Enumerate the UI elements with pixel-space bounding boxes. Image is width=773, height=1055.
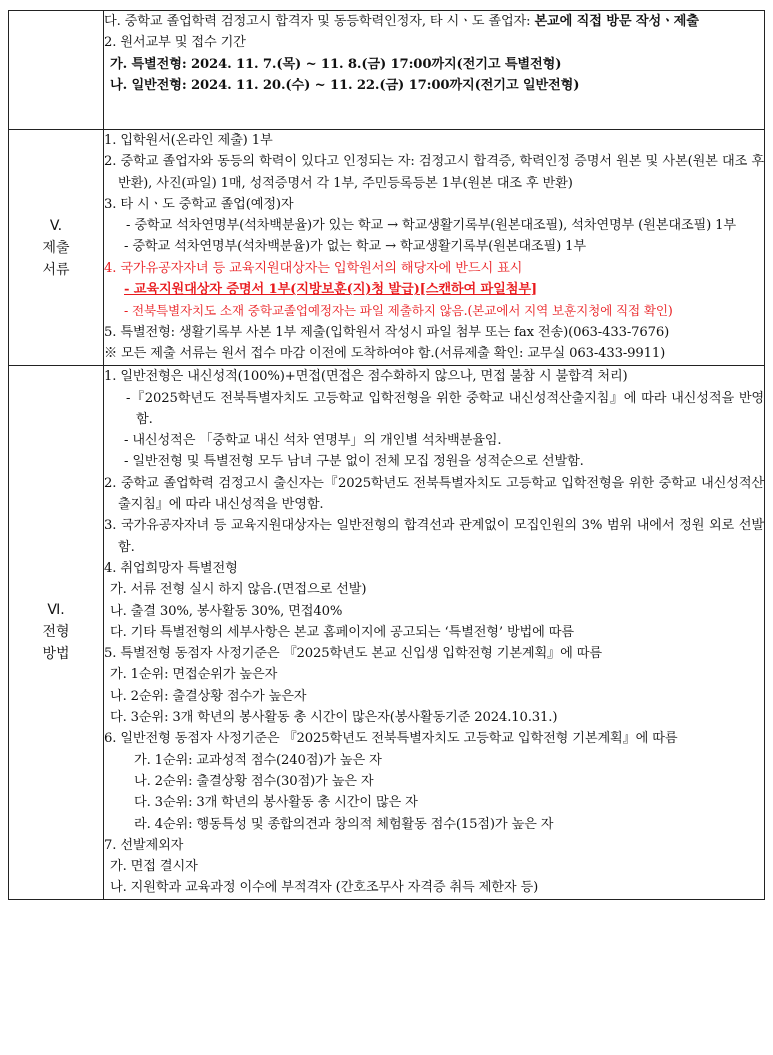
line-visit-submit: 다. 중학교 졸업학력 검정고시 합격자 및 동등학력인정자, 타 시ㆍ도 졸업자: 본교에 직접 방문 작성ㆍ제출 [104, 14, 699, 29]
method-item-7: 7. 선발제외자 [104, 837, 184, 853]
method-item-6-a: 가. 1순위: 교과성적 점수(240점)가 높은 자 [134, 752, 382, 768]
method-item-5: 5. 특별전형 동점자 사정기준은 『2025학년도 본교 신입생 입학전형 기본계획』에 따름 [104, 646, 602, 662]
line-special-period: 가. 특별전형: 2024. 11. 7.(목) ~ 11. 8.(금) 17:00까지(전기고 특별전형) [110, 56, 562, 72]
method-item-6-c: 다. 3순위: 3개 학년의 봉사활동 총 시간이 많은 자 [134, 795, 418, 811]
section-number: Ⅵ. [47, 602, 65, 619]
line-period-title: 2. 원서교부 및 접수 기간 [104, 35, 246, 51]
method-item-5-c: 다. 3순위: 3개 학년의 봉사활동 총 시간이 많은자(봉사활동기준 2024.10.31.) [110, 710, 558, 726]
method-item-4-a: 가. 서류 전형 실시 하지 않음.(면접으로 선발) [110, 582, 367, 598]
method-item-5-b: 나. 2순위: 출결상황 점수가 높은자 [110, 688, 307, 704]
section-body-method [104, 366, 765, 899]
method-item-1: 1. 일반전형은 내신성적(100%)+면접(면접은 점수화하지 않으나, 면접 불참 시 불합격 처리) [104, 369, 628, 385]
doc-item-2: 2. 중학교 졸업자와 동등의 학력이 있다고 인정되는 자: 검정고시 합격증, 학력인정 증명서 원본 및 사본(원본 대조 후 반환), 사진(파일) 1매, 성적증명서 각 1부, 주민등록등본 1부(원본 대조 후 반환) [104, 154, 764, 191]
doc-item-3-sub-1: - 중학교 석차연명부(석차백분율)가 있는 학교 → 학교생활기록부(원본대조필), 석차연명부 (원본대조필) 1부 [126, 218, 736, 234]
doc-item-1: 1. 입학원서(온라인 제출) 1부 [104, 133, 273, 148]
section-header-method [9, 366, 104, 899]
method-item-1-sub-2: - 내신성적은 「중학교 내신 석차 연명부」의 개인별 석차백분율임. [124, 433, 502, 449]
doc-item-4-sub-1: - 교육지원대상자 증명서 1부(지방보훈(지)청 발급)[스캔하여 파일첨부] [124, 282, 537, 298]
section-title-line1: 전형 [42, 624, 70, 641]
doc-item-4: 4. 국가유공자자녀 등 교육지원대상자는 입학원서의 해당자에 반드시 표시 [104, 260, 523, 276]
doc-item-5: 5. 특별전형: 생활기록부 사본 1부 제출(입학원서 작성시 파일 첨부 또는 fax 전송)(063-433-7676) [104, 324, 670, 340]
method-item-4-b: 나. 출결 30%, 봉사활동 30%, 면접40% [110, 603, 343, 619]
row-application-continued [9, 11, 765, 130]
method-item-2: 2. 중학교 졸업학력 검정고시 출신자는『2025학년도 전북특별자치도 고등학교 입학전형을 위한 중학교 내신성적산출지침』에 따라 내신성적을 반영함. [104, 475, 764, 513]
method-item-1-sub-3: - 일반전형 및 특별전형 모두 남녀 구분 없이 전체 모집 정원을 성적순으로 선발함. [124, 454, 584, 470]
row-submission-documents [9, 130, 765, 366]
doc-item-4-sub-2: - 전북특별자치도 소재 중학교졸업예정자는 파일 제출하지 않음.(본교에서 지역 보훈지청에 직접 확인) [124, 303, 673, 319]
doc-note: ※ 모든 제출 서류는 원서 접수 마감 이전에 도착하여야 함.(서류제출 확인: 교무실 063-433-9911) [104, 345, 666, 361]
method-item-6: 6. 일반전형 동점자 사정기준은 『2025학년도 전북특별자치도 고등학교 입학전형 기본계획』에 따름 [104, 731, 678, 747]
doc-item-3: 3. 타 시ㆍ도 중학교 졸업(예정)자 [104, 196, 294, 212]
section-header-empty [9, 11, 104, 130]
doc-item-3-sub-2: - 중학교 석차연명부(석차백분율)가 없는 학교 → 학교생활기록부(원본대조필) 1부 [124, 239, 586, 255]
row-selection-method [9, 366, 765, 899]
line-general-period: 나. 일반전형: 2024. 11. 20.(수) ~ 11. 22.(금) 17:00까지(전기고 일반전형) [110, 77, 580, 93]
section-body-application [104, 11, 765, 130]
method-item-1-sub-1: -『2025학년도 전북특별자치도 고등학교 입학전형을 위한 중학교 내신성적산출지침』에 따라 내신성적을 반영함. [126, 390, 764, 427]
method-item-4: 4. 취업희망자 특별전형 [104, 560, 238, 576]
method-item-4-c: 다. 기타 특별전형의 세부사항은 본교 홈페이지에 공고되는 ‘특별전형’ 방법에 따름 [110, 624, 574, 640]
method-item-6-b: 나. 2순위: 출결상황 점수(30점)가 높은 자 [134, 773, 374, 789]
admission-guide-table [8, 10, 765, 900]
section-header-documents [9, 130, 104, 366]
method-item-6-d: 라. 4순위: 행동특성 및 종합의견과 창의적 체험활동 점수(15점)가 높은 자 [134, 816, 554, 832]
section-title-line2: 방법 [42, 646, 70, 663]
method-item-3: 3. 국가유공자자녀 등 교육지원대상자는 일반전형의 합격선과 관계없이 모집인원의 3% 범위 내에서 정원 외로 선발함. [104, 518, 764, 555]
method-item-7-b: 나. 지원학과 교육과정 이수에 부적격자 (간호조무사 자격증 취득 제한자 등) [110, 880, 539, 896]
section-title-line2: 서류 [42, 261, 70, 278]
method-item-5-a: 가. 1순위: 면접순위가 높은자 [110, 667, 278, 683]
section-title-line1: 제출 [42, 239, 70, 256]
section-body-documents [104, 130, 765, 366]
section-number: V. [49, 217, 63, 234]
method-item-7-a: 가. 면접 결시자 [110, 859, 198, 875]
